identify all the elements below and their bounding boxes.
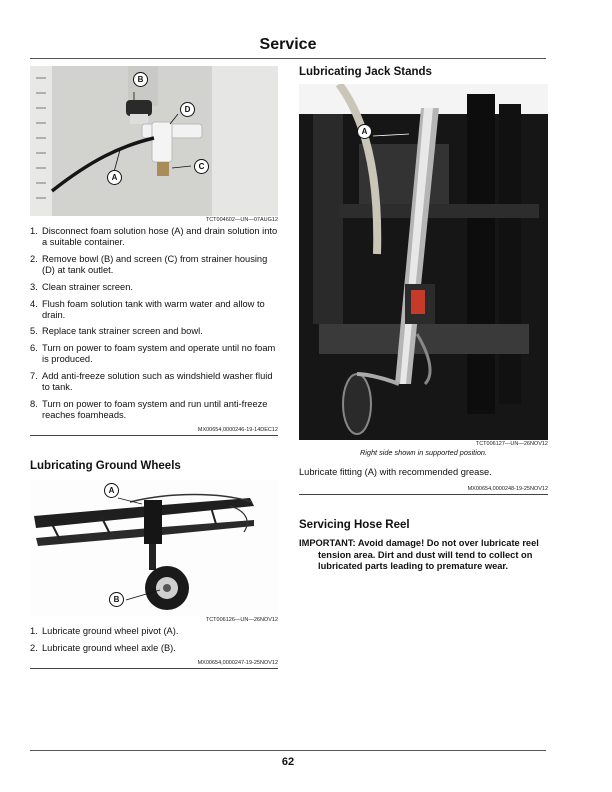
step-number: 8. — [30, 398, 38, 409]
callout-b: B — [109, 592, 124, 607]
left-column — [30, 66, 278, 669]
ground-wheel-illustration — [30, 480, 278, 616]
step-number: 2. — [30, 642, 38, 653]
step-text: Lubricate ground wheel axle (B). — [42, 642, 176, 653]
list-item — [30, 254, 278, 276]
hose-reel-heading: Servicing Hose Reel — [299, 519, 410, 532]
page-title: Service — [259, 36, 317, 53]
list-item — [30, 343, 278, 365]
step-number: 2. — [30, 253, 38, 264]
foam-strainer-figure — [30, 66, 278, 216]
ground-wheel-figure — [30, 480, 278, 616]
page-number: 62 — [281, 756, 295, 768]
jack-stand-body: Lubricate fitting (A) with recommended grease. — [299, 467, 492, 477]
jack-stand-caption: Right side shown in supported position. — [360, 448, 487, 457]
ground-wheel-steps-list — [30, 626, 278, 654]
foam-steps-list — [30, 226, 278, 421]
callout-b: B — [133, 72, 148, 87]
list-item — [30, 282, 278, 293]
step-number: 3. — [30, 281, 38, 292]
step-number: 5. — [30, 326, 38, 337]
step-number: 6. — [30, 343, 38, 354]
jack-stands-heading: Lubricating Jack Stands — [299, 66, 432, 78]
list-item — [30, 299, 278, 321]
step-text: Replace tank strainer screen and bowl. — [42, 326, 203, 337]
step-text: Flush foam solution tank with warm water and allow to drain. — [42, 298, 265, 320]
ground-wheel-figure-code: TCT006126—UN—26NOV12 — [205, 616, 278, 623]
jack-stand-illustration — [299, 84, 548, 440]
list-item — [30, 643, 278, 654]
step-text: Remove bowl (B) and screen (C) from strainer housing (D) at tank outlet. — [42, 253, 268, 276]
callout-a: A — [357, 124, 372, 139]
callout-a: A — [104, 483, 119, 498]
callout-a: A — [107, 170, 122, 185]
step-text: Turn on power to foam system and operate until no foam is produced. — [42, 343, 276, 365]
footer-rule — [30, 750, 546, 751]
right-column — [299, 66, 548, 573]
callout-d: D — [180, 102, 195, 117]
step-text: Add anti-freeze solution such as windshield washer fluid to tank. — [42, 371, 273, 393]
callout-c: C — [194, 159, 209, 174]
jack-stand-ref-code: MX00654,0000248-19-25NOV12 — [299, 486, 548, 495]
list-item — [30, 326, 278, 337]
step-number: 4. — [30, 298, 38, 309]
ground-wheel-ref-code: MX00654,0000247-19-25NOV12 — [30, 660, 278, 669]
step-text: Lubricate ground wheel pivot (A). — [42, 625, 179, 636]
foam-figure-code: TCT004602—UN—07AUG12 — [205, 217, 278, 223]
jack-stand-figure-code: TCT006127—UN—26NOV12 — [475, 441, 548, 447]
list-item — [30, 399, 278, 421]
hose-reel-important-note: IMPORTANT: Avoid damage! Do not over lubricate reel tension area. Dirt and dust will tend to collect on lubricated parts leading to premature wear. — [299, 538, 539, 572]
step-text: Turn on power to foam system and run until anti-freeze reaches foamheads. — [42, 398, 268, 421]
jack-stand-figure — [299, 84, 548, 440]
step-text: Disconnect foam solution hose (A) and drain solution into a suitable container. — [42, 226, 278, 248]
foam-ref-code: MX00654,0000246-19-14DEC12 — [30, 427, 278, 436]
ground-wheels-heading: Lubricating Ground Wheels — [30, 459, 181, 472]
list-item — [30, 371, 278, 393]
header-rule — [30, 58, 546, 59]
list-item — [30, 226, 278, 248]
step-number: 1. — [30, 226, 38, 236]
step-number: 1. — [30, 625, 38, 636]
list-item — [30, 626, 278, 637]
step-number: 7. — [30, 371, 38, 382]
foam-strainer-illustration — [30, 66, 278, 216]
step-text: Clean strainer screen. — [42, 281, 133, 292]
